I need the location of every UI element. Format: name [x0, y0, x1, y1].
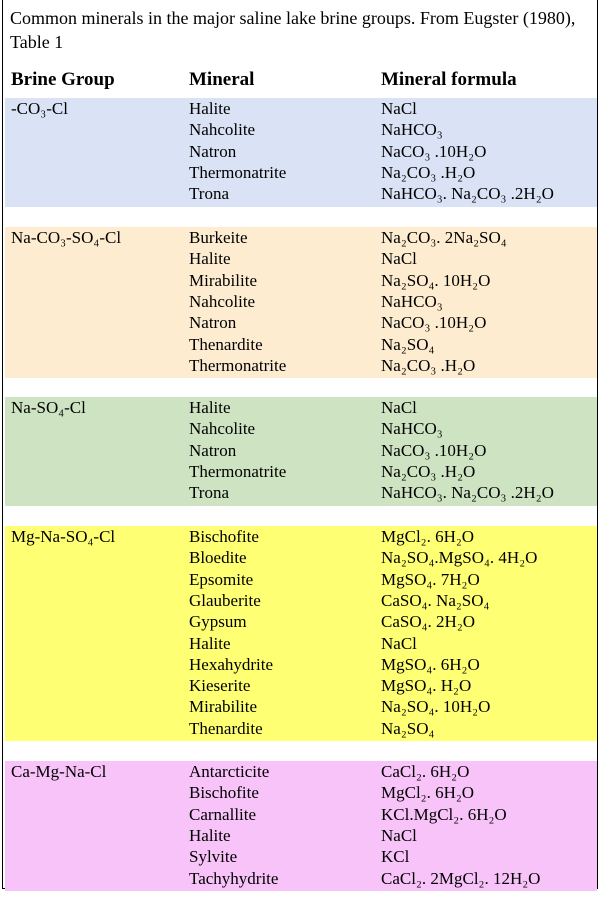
mineral-cell: Gypsum	[189, 612, 247, 632]
formula-cell: Na₂SO₄	[381, 718, 435, 738]
table-row	[5, 868, 597, 889]
header-brine-group: Brine Group	[11, 69, 115, 90]
mineral-cell: Halite	[189, 249, 231, 269]
formula-cell: NaCl	[381, 398, 417, 417]
mineral-cell: Thenardite	[189, 334, 263, 354]
table-caption: Common minerals in the major saline lake brine groups. From Eugster (1980), Table 1	[10, 8, 576, 52]
formula-cell: Na₂SO₄. 10H₂O	[381, 270, 491, 290]
brine-group-cell: Na-CO₃-SO₄-Cl	[11, 228, 122, 247]
formula-cell: MgSO₄. 7H₂O	[381, 569, 480, 589]
table-row	[5, 547, 597, 568]
mineral-cell: Kieserite	[189, 676, 251, 696]
mineral-cell: Bischofite	[189, 783, 259, 803]
table-row	[5, 183, 597, 204]
table-row	[5, 633, 597, 654]
mineral-cell: Trona	[189, 483, 229, 503]
formula-cell: NaCO₃ .10H₂O	[381, 440, 487, 460]
formula-cell: Na₂SO₄.MgSO₄. 4H₂O	[381, 548, 538, 568]
mineral-cell: Halite	[189, 398, 231, 417]
formula-cell: Na₂SO₄	[381, 334, 435, 354]
mineral-cell: Thermonatrite	[189, 355, 287, 375]
formula-cell: NaHCO₃. Na₂CO₃ .2H₂O	[381, 483, 554, 503]
table-row	[5, 846, 597, 867]
table-row	[5, 355, 597, 376]
formula-cell: KCl	[381, 847, 410, 867]
brine-group-block	[5, 761, 597, 891]
formula-cell: CaSO₄. Na₂SO₄	[381, 590, 490, 610]
header-mineral: Mineral	[189, 69, 255, 90]
mineral-cell: Antarcticite	[189, 762, 270, 781]
table-row	[5, 418, 597, 439]
formula-cell: CaSO₄. 2H₂O	[381, 612, 476, 632]
mineral-cell: Epsomite	[189, 569, 254, 589]
mineral-cell: Thermonatrite	[189, 162, 287, 182]
table-row	[5, 291, 597, 312]
brine-group-block	[5, 526, 597, 741]
mineral-cell: Tachyhydrite	[189, 868, 279, 888]
mineral-cell: Thermonatrite	[189, 461, 287, 481]
formula-cell: Na₂CO₃. 2Na₂SO₄	[381, 228, 507, 247]
brine-group-block	[5, 397, 597, 506]
table-row	[5, 461, 597, 482]
formula-cell: NaCO₃ .10H₂O	[381, 313, 487, 333]
formula-cell: MgCl₂. 6H₂O	[381, 527, 475, 546]
mineral-cell: Halite	[189, 825, 231, 845]
mineral-cell: Carnallite	[189, 804, 257, 824]
table-row	[5, 119, 597, 140]
table-row	[5, 397, 597, 418]
formula-cell: MgCl₂. 6H₂O	[381, 783, 475, 803]
formula-cell: NaCl	[381, 99, 417, 118]
formula-cell: NaCl	[381, 633, 417, 653]
formula-cell: Na₂CO₃ .H₂O	[381, 355, 476, 375]
table-row	[5, 761, 597, 782]
formula-cell: NaHCO₃. Na₂CO₃ .2H₂O	[381, 184, 554, 204]
mineral-cell: Burkeite	[189, 228, 248, 247]
formula-cell: MgSO₄. H₂O	[381, 676, 472, 696]
table-row	[5, 270, 597, 291]
table-row	[5, 718, 597, 739]
mineral-cell: Thenardite	[189, 718, 263, 738]
table-row	[5, 675, 597, 696]
table-row	[5, 248, 597, 269]
table-row	[5, 526, 597, 547]
mineral-cell: Nahcolite	[189, 120, 256, 140]
table-row	[5, 590, 597, 611]
formula-cell: MgSO₄. 6H₂O	[381, 654, 480, 674]
formula-cell: Na₂CO₃ .H₂O	[381, 162, 476, 182]
formula-cell: Na₂SO₄. 10H₂O	[381, 697, 491, 717]
formula-cell: NaHCO₃	[381, 419, 443, 439]
table-row	[5, 611, 597, 632]
mineral-cell: Trona	[189, 184, 229, 204]
table-row	[5, 825, 597, 846]
mineral-cell: Natron	[189, 313, 237, 333]
mineral-cell: Halite	[189, 633, 231, 653]
table-row	[5, 569, 597, 590]
table-row	[5, 162, 597, 183]
header-mineral-formula: Mineral formula	[381, 69, 517, 90]
mineral-cell: Mirabilite	[189, 270, 257, 290]
formula-cell: CaCl₂. 2MgCl₂. 12H₂O	[381, 868, 541, 888]
mineral-cell: Hexahydrite	[189, 654, 274, 674]
formula-cell: KCl.MgCl₂. 6H₂O	[381, 804, 507, 824]
mineral-cell: Nahcolite	[189, 419, 256, 439]
table-row	[5, 696, 597, 717]
mineral-cell: Glauberite	[189, 590, 261, 610]
formula-cell: NaHCO₃	[381, 291, 443, 311]
table-row	[5, 334, 597, 355]
mineral-cell: Natron	[189, 141, 237, 161]
table-row	[5, 804, 597, 825]
table-row	[5, 440, 597, 461]
table-row	[5, 654, 597, 675]
brine-group-cell: Mg-Na-SO₄-Cl	[11, 527, 116, 546]
formula-cell: NaCO₃ .10H₂O	[381, 141, 487, 161]
table-row	[5, 482, 597, 503]
brine-group-cell: Na-SO₄-Cl	[11, 398, 86, 417]
brine-group-block	[5, 98, 597, 207]
brine-group-cell: Ca-Mg-Na-Cl	[11, 762, 107, 781]
mineral-cell: Mirabilite	[189, 697, 257, 717]
table-header-row	[0, 69, 600, 95]
brine-group-block	[5, 227, 597, 378]
table-row	[5, 312, 597, 333]
mineral-cell: Sylvite	[189, 847, 238, 867]
mineral-cell: Bloedite	[189, 548, 247, 568]
formula-cell: NaCl	[381, 249, 417, 269]
formula-cell: Na₂CO₃ .H₂O	[381, 461, 476, 481]
mineral-cell: Natron	[189, 440, 237, 460]
table-row	[5, 227, 597, 248]
mineral-cell: Bischofite	[189, 527, 259, 546]
brine-group-cell: -CO₃-Cl	[11, 99, 68, 118]
table-row	[5, 141, 597, 162]
mineral-cell: Halite	[189, 99, 231, 118]
formula-cell: NaHCO₃	[381, 120, 443, 140]
formula-cell: NaCl	[381, 825, 417, 845]
table-row	[5, 782, 597, 803]
mineral-cell: Nahcolite	[189, 291, 256, 311]
table-row	[5, 98, 597, 119]
formula-cell: CaCl₂. 6H₂O	[381, 762, 470, 781]
